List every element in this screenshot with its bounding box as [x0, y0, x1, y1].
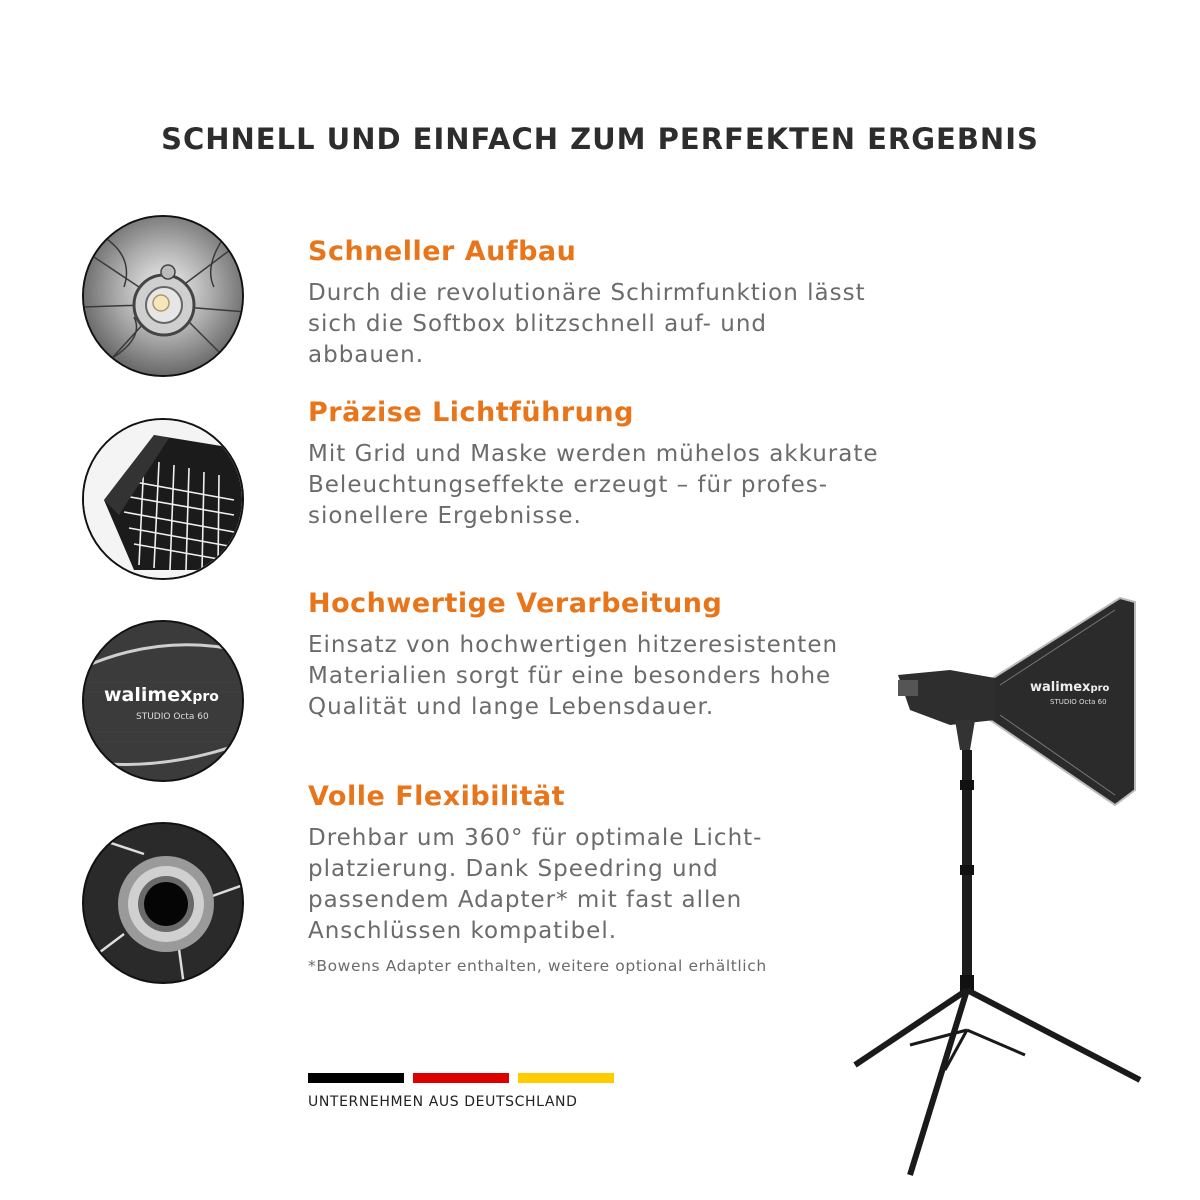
brand-model: STUDIO Octa 60 — [136, 712, 209, 722]
feature-quick-setup — [308, 236, 888, 371]
feature-flexibility — [308, 781, 888, 975]
feature-title: Präzise Lichtführung — [308, 397, 634, 428]
country-label: UNTERNEHMEN AUS DEUTSCHLAND — [308, 1094, 578, 1110]
footnote: *Bowens Adapter enthalten, weitere optional erhältlich — [308, 957, 767, 975]
feature-quality — [308, 588, 888, 723]
softbox-inside-icon — [82, 215, 244, 377]
feature-text: Drehbar um 360° für optimale Licht- platzierung. Dank Speedring und passendem Adapter* mit fast allen Anschlüssen kompatibel. — [308, 825, 763, 944]
softbox-logo-suffix: pro — [1090, 683, 1110, 694]
flag-gold-bar — [518, 1073, 614, 1083]
flag-red-bar — [413, 1073, 509, 1083]
softbox-logo: walimex — [1030, 680, 1091, 695]
brand-logo: walimex — [104, 684, 193, 706]
feature-text: Mit Grid und Maske werden mühelos akkurate Beleuchtungseffekte erzeugt – für profes- sionellere Ergebnisse. — [308, 441, 879, 529]
grid-icon — [82, 418, 244, 580]
flag-black-bar — [308, 1073, 404, 1083]
feature-title: Hochwertige Verarbeitung — [308, 588, 723, 619]
feature-precise-light — [308, 397, 888, 532]
fabric-logo-icon — [82, 620, 244, 782]
feature-title: Schneller Aufbau — [308, 236, 577, 267]
feature-text: Durch die revolutionäre Schirmfunktion lässt sich die Softbox blitzschnell auf- und abbauen. — [308, 280, 866, 368]
softbox-model: STUDIO Octa 60 — [1050, 698, 1107, 706]
speedring-icon — [82, 822, 244, 984]
brand-logo-suffix: pro — [192, 689, 219, 705]
product-image — [850, 590, 1160, 1185]
feature-text: Einsatz von hochwertigen hitzeresistenten Materialien sorgt für eine besonders hohe Qualität und lange Lebensdauer. — [308, 632, 839, 720]
page-title: SCHNELL UND EINFACH ZUM PERFEKTEN ERGEBNIS — [161, 122, 1039, 156]
feature-title: Volle Flexibilität — [308, 781, 565, 812]
